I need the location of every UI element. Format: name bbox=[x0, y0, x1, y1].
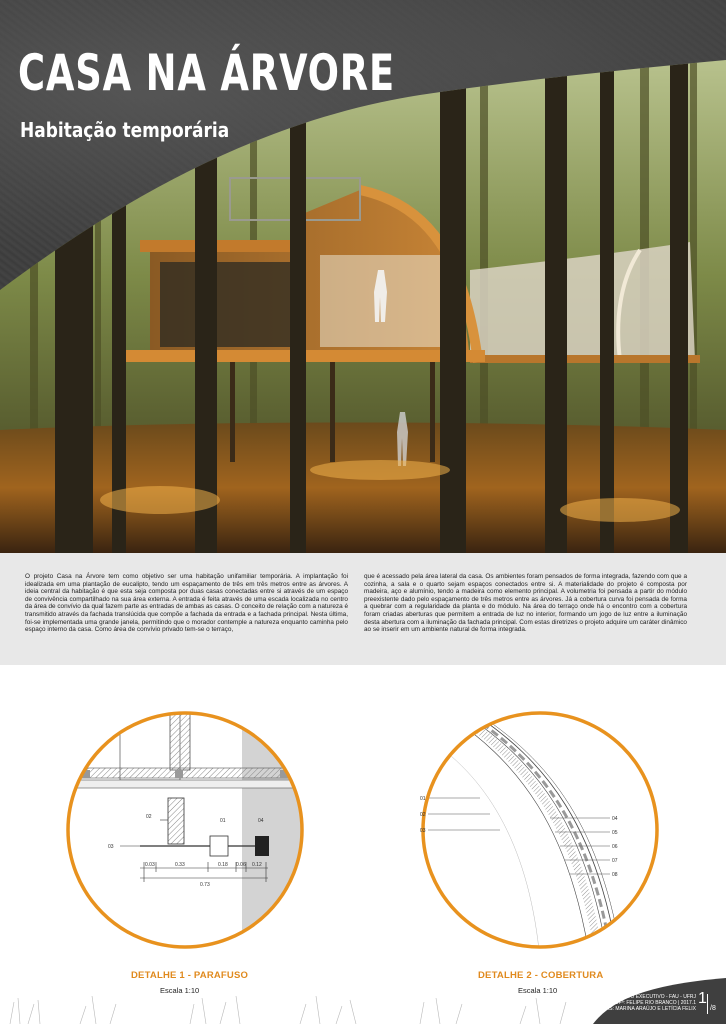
detail-1-dim-1: 0.03 bbox=[145, 862, 155, 868]
detail-2-drawing bbox=[400, 700, 670, 960]
detail-1-dim-4: 0.06 bbox=[236, 862, 246, 868]
footer-course: PROJETO EXECUTIVO - FAU - UFRJ bbox=[610, 994, 696, 1000]
detail-2-label-07: 07 bbox=[612, 858, 618, 864]
description-right-column: que é acessado pela área lateral da casa. Os ambientes foram pensados de forma integrada, fazendo com que a cozinha, a sala e o quarto sejam espaços conectados entre si. A materialidade do projeto é composta por madeira, aço e alumínio, tendo a madeira como elemento principal. A volumetria foi pensada a partir do módulo preexistente dado pelo espaçamento de três metros entre as árvores. Já a cobertura curva foi pensada de forma a quebrar com a regularidade da planta e do módulo. Na área do terraço onde há o encontro com a cobertura foram criadas aberturas que permitem a entrada de luz no interior, formando um jogo de luz entre a iluminação desta abertura com a iluminação da fachada principal. Com estas diretrizes o projeto adquire um caráter dinâmico ao se inserir em um ambiente natural de forma integrada. bbox=[364, 573, 687, 634]
detail-1-scale: Escala 1:10 bbox=[160, 986, 200, 995]
detail-1-label-03: 03 bbox=[108, 844, 114, 850]
detail-2-label-06: 06 bbox=[612, 844, 618, 850]
page-number-divider bbox=[707, 994, 708, 1014]
description-left-column: O projeto Casa na Árvore tem como objetivo ser uma habitação unifamiliar temporária. A implantação foi idealizada em uma plantação de eucalipto, tendo um espaçamento de três em três metros entre as árvores. A ideia central da habitação é que esta seja composta por duas casas conectadas entre si através de um espaço de convivência compartilhado na sua área externa. A entrada é feita através de uma escada localizada no centro da área de convívio da qual fazem parte as entradas de ambas as casas. O conceito de relação com a natureza é transmitido através da fachada translúcida que compõe a fachada da entrada e a fachada principal. Nesta última, foi-se implementada uma grande janela, permitindo que o morador contemple a natureza enquanto caminha pelo espaço interno da casa. Como área de convívio privado tem-se o terraço, bbox=[25, 573, 348, 634]
detail-1-drawing bbox=[60, 700, 330, 960]
description-panel bbox=[0, 553, 726, 665]
detail-2-label-08: 08 bbox=[612, 872, 618, 878]
detail-1-title: DETALHE 1 - PARAFUSO bbox=[131, 970, 249, 981]
detail-2-title: DETALHE 2 - COBERTURA bbox=[478, 970, 604, 981]
detail-1-dim-2: 0.33 bbox=[175, 862, 185, 868]
detail-2-label-03: 03 bbox=[420, 828, 426, 834]
footer-professor: PROFª: FELIPE RIO BRANCO | 2017.1 bbox=[607, 1000, 696, 1006]
detail-1-dim-total: 0.73 bbox=[200, 882, 210, 888]
detail-1-label-02: 02 bbox=[146, 814, 152, 820]
detail-2-scale: Escala 1:10 bbox=[518, 986, 558, 995]
detail-2-label-05: 05 bbox=[612, 830, 618, 836]
footer-students: ALUNAS: MARINA ARAÚJO E LETÍCIA FELIX bbox=[592, 1006, 696, 1012]
detail-1-dim-5: 0.12 bbox=[252, 862, 262, 868]
footer-credits bbox=[593, 994, 696, 1012]
page-title: CASA NA ÁRVORE bbox=[18, 44, 396, 102]
detail-1-dim-3: 0.18 bbox=[218, 862, 228, 868]
page-total: /8 bbox=[710, 1005, 716, 1012]
page-subtitle: Habitação temporária bbox=[20, 118, 230, 142]
detail-2-label-01: 01 bbox=[420, 796, 426, 802]
page-number: 1 bbox=[698, 990, 707, 1007]
detail-2-label-02: 02 bbox=[420, 812, 426, 818]
detail-1-label-04: 04 bbox=[258, 818, 264, 824]
detail-2-label-04: 04 bbox=[612, 816, 618, 822]
detail-1-label-01: 01 bbox=[220, 818, 226, 824]
